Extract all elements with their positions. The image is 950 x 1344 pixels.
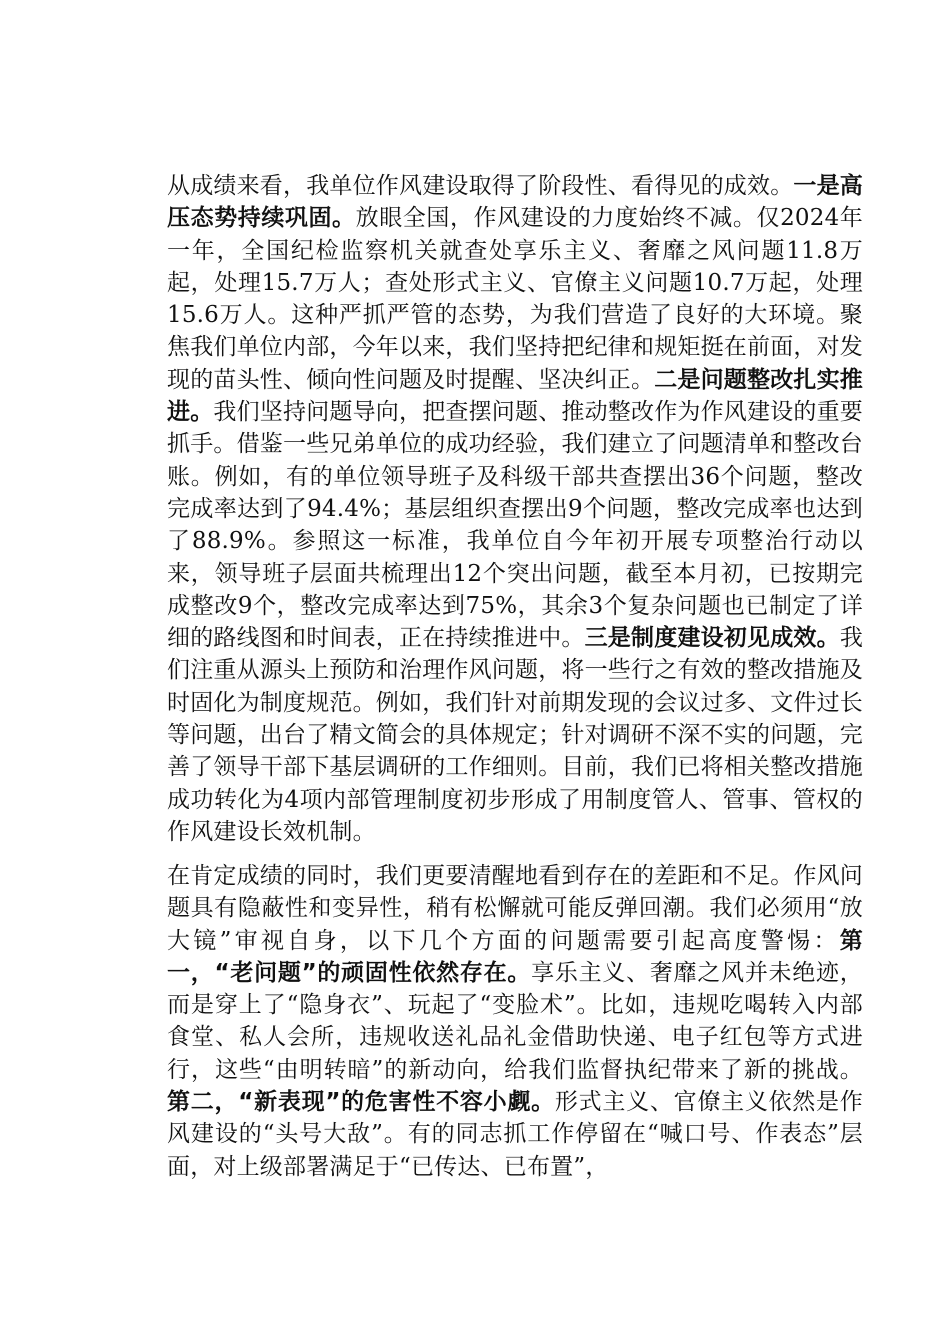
intro-text: 从成绩来看，我单位作风建设取得了阶段性、看得见的成效。 — [167, 173, 794, 199]
heading-first-issue: 第一，“老问题”的顽固性依然存在。 — [167, 927, 863, 986]
heading-point-3: 三是制度建设初见成效。 — [584, 625, 840, 652]
heading-point-2: 二是问题整改扎实推进。 — [167, 366, 864, 426]
paragraph-achievements — [132, 170, 863, 848]
heading-point-1: 一是高压态势持续巩固。 — [167, 173, 864, 232]
body-text: 我们注重从源头上预防和治理作风问题，将一些行之有效的整改措施及时固化为制度规范。例如，我们针对前期发现的会议过多、文件过长等问题，出台了精文简会的具体规定；针对调研不深不实的问题，完善了领导干部下基层调研的工作细则。目前，我们已将相关整改措施成功转化为4项内部管理制度初步形成了用制度管人、管事、管权的作风建设长效机制。 — [167, 625, 864, 845]
intro-text: 在肯定成绩的同时，我们更要清醒地看到存在的差距和不足。作风问题具有隐蔽性和变异性，稍有松懈就可能反弹回潮。我们必须用“放大镜”审视自身，以下几个方面的问题需要引起高度警惕： — [167, 863, 863, 954]
paragraph-shortcomings — [132, 860, 863, 1183]
body-text: 享乐主义、奢靡之风并未绝迹，而是穿上了“隐身衣”、玩起了“变脸术”。比如，违规吃喝转入内部食堂、私人会所，违规收送礼品礼金借助快递、电子红包等方式进行，这些“由明转暗”的新动向，给我们监督执纪带来了新的挑战。 — [167, 959, 863, 1083]
body-text: 放眼全国，作风建设的力度始终不减。仅2024年一年，全国纪检监察机关就查处享乐主义、奢靡之风问题11.8万起，处理15.7万人；查处形式主义、官僚主义问题10.7万起，处理15.6万人。这种严抓严管的态势，为我们营造了良好的大环境。聚焦我们单位内部，今年以来，我们坚持把纪律和规矩挺在前面，对发现的苗头性、倾向性问题及时提醒、坚决纠正。 — [167, 205, 863, 393]
heading-second-issue: 第二，“新表现”的危害性不容小觑。 — [167, 1089, 555, 1116]
body-text: 形式主义、官僚主义依然是作风建设的“头号大敌”。有的同志抓工作停留在“喊口号、作表态”层面，对上级部署满足于“已传达、已布置”， — [167, 1089, 863, 1180]
body-text: 我们坚持问题导向，把查摆问题、推动整改作为作风建设的重要抓手。借鉴一些兄弟单位的成功经验，我们建立了问题清单和整改台账。例如，有的单位领导班子及科级干部共查摆出36个问题，整改完成率达到了94.4%；基层组织查摆出9个问题，整改完成率也达到了88.9%。参照这一标准，我单位自今年初开展专项整治行动以来，领导班子层面共梳理出12个突出问题，截至本月初，已按期完成整改9个，整改完成率达到75%，其余3个复杂问题也已制定了详细的路线图和时间表，正在持续推进中。 — [167, 399, 864, 652]
